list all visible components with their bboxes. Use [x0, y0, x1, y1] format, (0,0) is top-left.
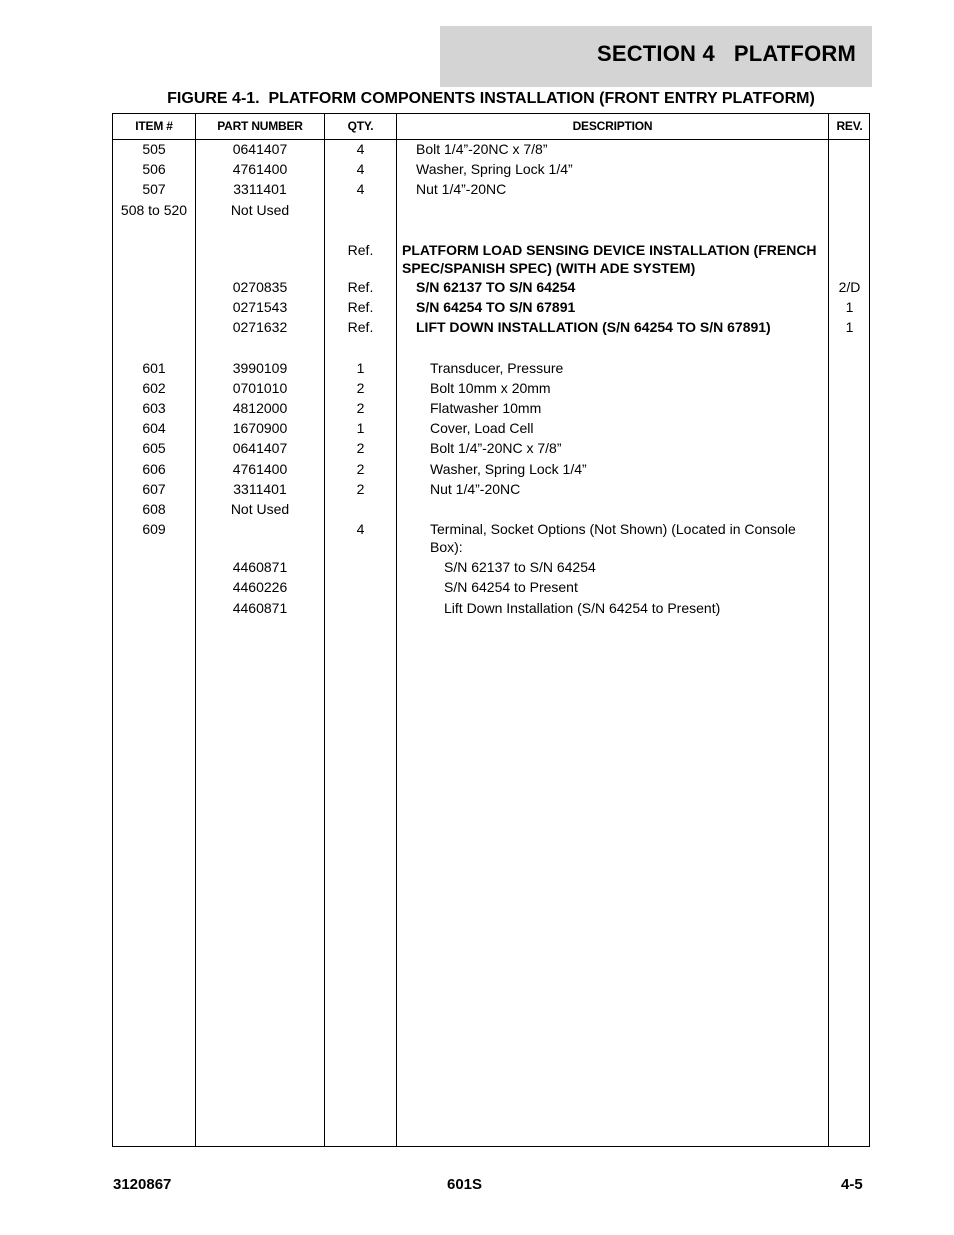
description-cell: Bolt 10mm x 20mm [430, 379, 551, 396]
section-tab [440, 26, 872, 87]
part-number-cell: 4812000 [232, 400, 288, 417]
table-row [113, 339, 869, 359]
table-row [113, 500, 869, 520]
part-number-cell: 0641407 [232, 141, 288, 157]
footer-model: 601S [447, 1176, 483, 1193]
table-row [113, 379, 869, 399]
table-row [113, 399, 869, 419]
table-row [113, 180, 869, 200]
description-cell: S/N 62137 TO S/N 64254 [416, 278, 576, 295]
table-row [113, 241, 869, 278]
quantity-cell: Ref. [347, 278, 374, 295]
column-header-qty: QTY. [347, 119, 374, 133]
description-cell: Washer, Spring Lock 1/4” [416, 161, 573, 178]
revision-cell: 1 [845, 319, 854, 336]
column-header-item: ITEM # [135, 119, 173, 133]
description-cell: Lift Down Installation (S/N 64254 to Present) [444, 599, 721, 616]
footer-page-number: 4-5 [841, 1176, 863, 1193]
part-number-cell: 3990109 [232, 359, 288, 376]
quantity-cell: 1 [356, 359, 365, 376]
part-number-cell: 4460871 [232, 599, 288, 616]
quantity-cell: 4 [356, 161, 365, 178]
table-row [113, 298, 869, 318]
quantity-cell: 2 [356, 400, 365, 417]
part-number-cell: 0641407 [232, 440, 288, 457]
part-number-cell: 0271632 [232, 319, 288, 336]
quantity-cell: 2 [356, 440, 365, 457]
table-row [113, 278, 869, 298]
item-number-cell: 604 [142, 420, 166, 437]
item-number-cell: 607 [142, 480, 166, 497]
part-number-cell: Not Used [230, 501, 290, 517]
part-number-cell: 0701010 [232, 379, 288, 396]
table-row [113, 558, 869, 578]
description-cell: Washer, Spring Lock 1/4” [430, 460, 587, 477]
column-header-part-number: PART NUMBER [217, 119, 303, 133]
description-cell: Nut 1/4”-20NC [430, 480, 521, 497]
description-cell: S/N 62137 to S/N 64254 [444, 559, 596, 576]
part-number-cell: 1670900 [232, 420, 288, 437]
part-number-cell: 3311401 [233, 181, 287, 198]
part-number-cell: 4460871 [232, 559, 288, 576]
revision-cell: 1 [845, 299, 854, 316]
table-row [113, 578, 869, 598]
description-cell: PLATFORM LOAD SENSING DEVICE INSTALLATION (FRENCH SPEC/SPANISH SPEC) (WITH ADE SYSTEM) [402, 241, 817, 276]
item-number-cell: 508 to 520 [120, 201, 188, 218]
quantity-cell: 4 [356, 181, 365, 198]
table-row [113, 359, 869, 379]
table-row [113, 140, 869, 160]
figure-title: FIGURE 4-1. PLATFORM COMPONENTS INSTALLATION (FRONT ENTRY PLATFORM) [167, 90, 815, 107]
quantity-cell: Ref. [347, 299, 374, 316]
item-number-cell: 505 [142, 141, 166, 157]
description-cell: S/N 64254 to Present [444, 579, 578, 596]
part-number-cell: 0271543 [232, 299, 288, 316]
description-cell: Flatwasher 10mm [430, 400, 542, 417]
description-cell: Transducer, Pressure [430, 359, 564, 376]
item-number-cell: 608 [142, 501, 166, 517]
footer-doc-number: 3120867 [113, 1176, 172, 1193]
description-cell: S/N 64254 TO S/N 67891 [416, 299, 576, 316]
part-number-cell: 4761400 [232, 161, 288, 178]
quantity-cell: 2 [356, 379, 365, 396]
table-row [113, 419, 869, 439]
quantity-cell: 1 [356, 420, 365, 437]
table-row [113, 221, 869, 241]
description-cell: LIFT DOWN INSTALLATION (S/N 64254 TO S/N 67891) [416, 319, 771, 336]
column-header-rev: REV. [836, 119, 863, 133]
quantity-cell: 2 [356, 460, 365, 477]
item-number-cell: 601 [142, 359, 166, 376]
description-cell: Nut 1/4”-20NC [416, 181, 507, 198]
table-row [113, 460, 869, 480]
quantity-cell: 2 [356, 480, 365, 497]
item-number-cell: 603 [142, 400, 166, 417]
table-row [113, 599, 869, 619]
item-number-cell: 506 [142, 161, 166, 178]
quantity-cell: Ref. [347, 241, 374, 258]
quantity-cell: 4 [356, 521, 365, 538]
quantity-cell: Ref. [347, 319, 374, 336]
item-number-cell: 605 [142, 440, 166, 457]
part-number-cell: 3311401 [233, 480, 287, 497]
quantity-cell: 4 [356, 141, 365, 157]
description-cell: Bolt 1/4”-20NC x 7/8” [430, 440, 562, 457]
part-number-cell: 0270835 [232, 278, 288, 295]
revision-cell: 2/D [838, 278, 861, 295]
column-header-description: DESCRIPTION [572, 119, 653, 133]
table-body [113, 140, 869, 619]
section-title: SECTION 4 PLATFORM [596, 41, 856, 66]
item-number-cell: 609 [142, 521, 166, 538]
item-number-cell: 602 [142, 379, 166, 396]
part-number-cell: 4761400 [232, 460, 288, 477]
item-number-cell: 507 [142, 181, 166, 198]
part-number-cell: 4460226 [232, 579, 288, 596]
table-row [113, 318, 869, 338]
item-number-cell: 606 [142, 460, 166, 477]
description-cell: Bolt 1/4”-20NC x 7/8” [416, 141, 548, 157]
description-cell: Terminal, Socket Options (Not Shown) (Located in Console Box): [430, 521, 796, 556]
description-cell: Cover, Load Cell [430, 420, 534, 437]
parts-table [112, 113, 870, 1147]
part-number-cell: Not Used [230, 201, 290, 218]
table-row [113, 160, 869, 180]
table-row [113, 439, 869, 459]
table-row [113, 520, 869, 558]
table-row [113, 201, 869, 221]
table-row [113, 480, 869, 500]
